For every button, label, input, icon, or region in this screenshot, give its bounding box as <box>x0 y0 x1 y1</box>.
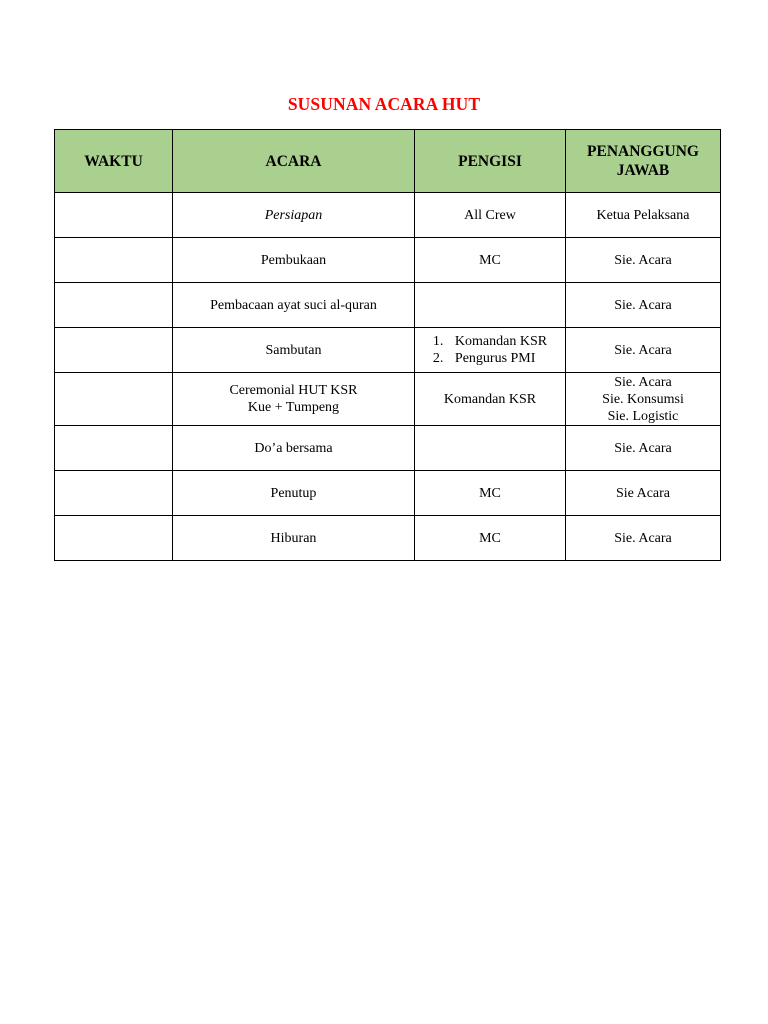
cell-pengisi <box>415 426 566 471</box>
cell-pengisi: Komandan KSR <box>415 373 566 426</box>
cell-waktu <box>55 283 173 328</box>
cell-acara: Do’a bersama <box>173 426 415 471</box>
acara-line: Ceremonial HUT KSR <box>229 383 358 398</box>
table-row <box>55 426 721 471</box>
cell-penanggung-jawab: Sie. Acara <box>566 328 721 373</box>
numbered-list <box>433 333 547 367</box>
cell-pengisi: MC <box>415 238 566 283</box>
acara-line: Kue + Tumpeng <box>247 400 340 415</box>
header-pengisi: PENGISI <box>415 130 566 193</box>
list-item <box>433 333 547 350</box>
document-title: SUSUNAN ACARA HUT <box>287 94 481 114</box>
header-pj-line1: PENANGGUNG <box>587 143 699 160</box>
list-text: Pengurus PMI <box>454 351 536 366</box>
list-item <box>433 350 547 367</box>
header-pj-line2: JAWAB <box>616 162 670 179</box>
cell-penanggung-jawab: Sie. Acara <box>566 283 721 328</box>
cell-penanggung-jawab: Sie. Acara <box>566 516 721 561</box>
cell-waktu <box>55 238 173 283</box>
cell-waktu <box>55 373 173 426</box>
cell-waktu <box>55 328 173 373</box>
cell-waktu <box>55 193 173 238</box>
table-row <box>55 373 721 426</box>
cell-acara: Sambutan <box>173 328 415 373</box>
table-row <box>55 238 721 283</box>
cell-waktu <box>55 426 173 471</box>
cell-acara: Pembukaan <box>173 238 415 283</box>
table-row <box>55 193 721 238</box>
cell-penanggung-jawab: Sie Acara <box>566 471 721 516</box>
cell-penanggung-jawab <box>566 373 721 426</box>
table-row <box>55 516 721 561</box>
table-row <box>55 328 721 373</box>
header-acara: ACARA <box>173 130 415 193</box>
cell-penanggung-jawab: Sie. Acara <box>566 238 721 283</box>
list-number: 1. <box>432 334 444 349</box>
header-penanggung-jawab <box>566 130 721 193</box>
cell-pengisi: All Crew <box>415 193 566 238</box>
cell-acara: Hiburan <box>173 516 415 561</box>
table-header-row <box>55 130 721 193</box>
table-row <box>55 283 721 328</box>
schedule-table <box>54 129 721 561</box>
pj-line: Sie. Logistic <box>607 408 679 424</box>
cell-pengisi: MC <box>415 471 566 516</box>
cell-acara: Penutup <box>173 471 415 516</box>
cell-waktu <box>55 471 173 516</box>
cell-pengisi <box>415 283 566 328</box>
table-row <box>55 471 721 516</box>
cell-penanggung-jawab: Sie. Acara <box>566 426 721 471</box>
cell-acara <box>173 373 415 426</box>
cell-penanggung-jawab: Ketua Pelaksana <box>566 193 721 238</box>
list-number: 2. <box>432 351 444 366</box>
pj-line: Sie. Acara <box>614 374 672 390</box>
pj-line: Sie. Konsumsi <box>602 391 684 407</box>
cell-acara: Pembacaan ayat suci al-quran <box>173 283 415 328</box>
list-text: Komandan KSR <box>454 334 548 349</box>
header-waktu: WAKTU <box>55 130 173 193</box>
cell-acara: Persiapan <box>173 193 415 238</box>
cell-waktu <box>55 516 173 561</box>
cell-pengisi <box>415 328 566 373</box>
cell-pengisi: MC <box>415 516 566 561</box>
